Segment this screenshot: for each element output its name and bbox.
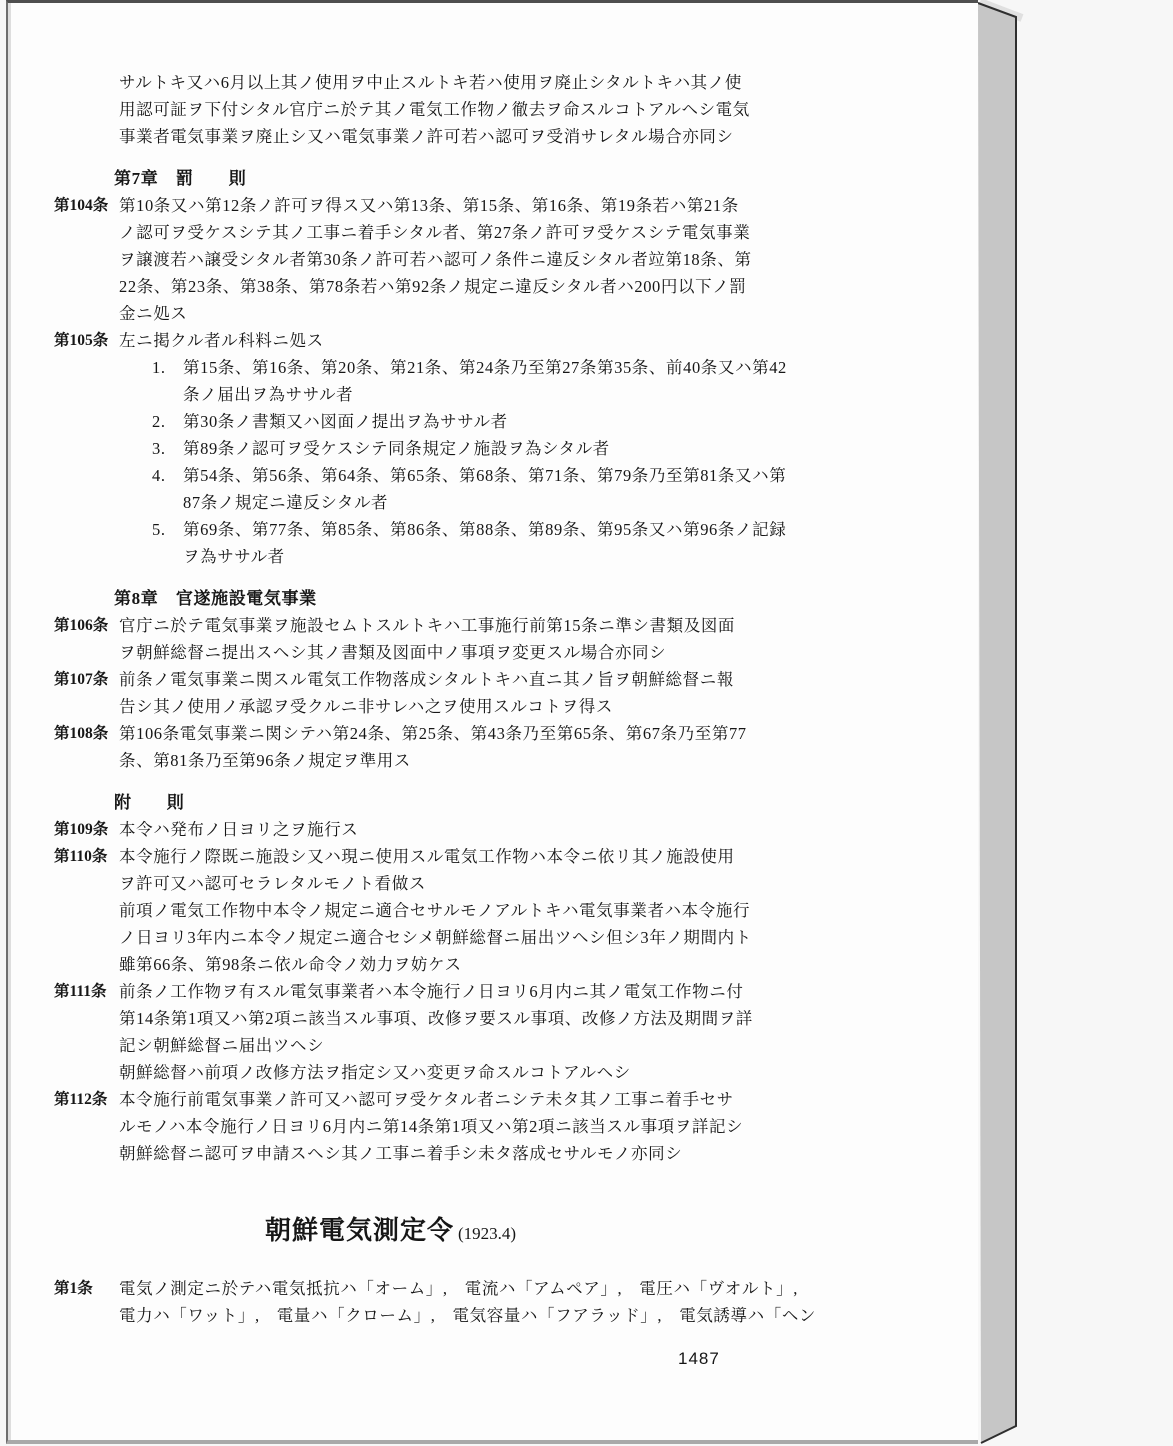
text-line: 左ニ掲クル者ル科料ニ処ス xyxy=(119,331,324,350)
page-number: 1487 xyxy=(678,1349,720,1368)
list-body xyxy=(183,435,814,462)
text-line: 前条ノ工作物ヲ有スル電気事業者ハ本令施行ノ日ヨリ6月内ニ其ノ電気工作物ニ付 xyxy=(119,982,744,1001)
list-item-1 xyxy=(152,354,814,408)
article-number: 第104条 xyxy=(54,197,109,214)
text-line: サルトキ又ハ6月以上其ノ使用ヲ中止スルトキ若ハ使用ヲ廃止シタルトキハ其ノ使 xyxy=(119,73,742,92)
article-105 xyxy=(54,327,814,354)
article-107 xyxy=(54,666,814,720)
list-number: 5. xyxy=(152,520,166,539)
text-line: 前項ノ電気工作物中本令ノ規定ニ適合セサルモノアルトキハ電気事業者ハ本令施行 xyxy=(119,901,751,920)
article-body xyxy=(119,327,814,354)
text-line: 第14条第1項又ハ第2項ニ該当スル事項、改修ヲ要スル事項、改修ノ方法及期間ヲ詳 xyxy=(119,1009,753,1028)
article-body xyxy=(119,192,814,327)
text-line: ノ日ヨリ3年内ニ本令ノ規定ニ適合セシメ朝鮮総督ニ届出ツヘシ但シ3年ノ期間内ト xyxy=(119,928,752,947)
article-112 xyxy=(54,1086,814,1167)
article-number: 第105条 xyxy=(54,332,109,349)
text-line: ルモノハ本令施行ノ日ヨリ6月内ニ第14条第1項又ハ第2項ニ該当スル事項ヲ詳記シ xyxy=(119,1117,744,1136)
article-111 xyxy=(54,978,814,1086)
text-line: 22条、第23条、第38条、第78条若ハ第92条ノ規定ニ違反シタル者ハ200円以下ノ罰 xyxy=(119,277,747,296)
list-body xyxy=(183,354,814,408)
text-line: ヲ許可又ハ認可セラレタルモノト看做ス xyxy=(119,874,426,893)
text-line: 用認可証ヲ下付シタル官庁ニ於テ其ノ電気工作物ノ徹去ヲ命スルコトアルヘシ電気 xyxy=(119,100,750,119)
article-body xyxy=(119,1086,814,1167)
text-line: 第106条電気事業ニ関シテハ第24条、第25条、第43条乃至第65条、第67条乃至第77 xyxy=(119,724,747,743)
page-content xyxy=(54,69,817,1372)
article-body xyxy=(119,843,814,978)
text-line: ヲ為ササル者 xyxy=(183,547,285,566)
book-page-edge xyxy=(978,0,1038,1446)
list-item-4 xyxy=(152,462,814,516)
text-line: 第54条、第56条、第64条、第65条、第68条、第71条、第79条乃至第81条又ハ第 xyxy=(183,466,787,485)
article-body xyxy=(119,816,814,843)
text-line: 官庁ニ於テ電気事業ヲ施設セムトスルトキハ工事施行前第15条ニ準シ書類及図面 xyxy=(119,616,736,635)
text-line: 本令施行前電気事業ノ許可又ハ認可ヲ受ケタル者ニシテ未タ其ノ工事ニ着手セサ xyxy=(119,1090,734,1109)
article-body xyxy=(119,1275,816,1329)
list-body xyxy=(183,462,814,516)
list-item-5 xyxy=(152,516,814,570)
law-title-text: 朝鮮電気測定令 xyxy=(265,1216,455,1245)
text-line: 事業者電気事業ヲ廃止シ又ハ電気事業ノ許可若ハ認可ヲ受消サレタル場合亦同シ xyxy=(119,127,734,146)
text-line: 第89条ノ認可ヲ受ケスシテ同条規定ノ施設ヲ為シタル者 xyxy=(183,439,610,458)
text-line: 条、第81条乃至第96条ノ規定ヲ準用ス xyxy=(119,751,411,770)
article-number: 第108条 xyxy=(54,725,109,742)
carryover-paragraph xyxy=(119,69,814,150)
list-number: 3. xyxy=(152,439,166,458)
text-line: 87条ノ規定ニ違反シタル者 xyxy=(183,493,389,512)
list-body xyxy=(183,408,814,435)
list-item-2 xyxy=(152,408,814,435)
text-line: 朝鮮総督ニ認可ヲ申請スヘシ其ノ工事ニ着手シ未タ落成セサルモノ亦同シ xyxy=(119,1144,683,1163)
article-104 xyxy=(54,192,814,327)
article-number: 第109条 xyxy=(54,821,109,838)
article-number: 第106条 xyxy=(54,617,109,634)
text-line: 電気ノ測定ニ於テハ電気抵抗ハ「オーム」, 電流ハ「アムペア」, 電圧ハ「ヴオルト」, xyxy=(119,1279,798,1298)
text-line: 金ニ処ス xyxy=(119,304,188,323)
text-line: ノ認可ヲ受ケスシテ其ノ工事ニ着手シタル者、第27条ノ許可ヲ受ケスシテ電気事業 xyxy=(119,223,751,242)
article-body xyxy=(119,612,814,666)
text-line: 雖第66条、第98条ニ依ル命令ノ効力ヲ妨ケス xyxy=(119,955,462,974)
text-line: 第30条ノ書類又ハ図面ノ提出ヲ為ササル者 xyxy=(183,412,508,431)
list-number: 1. xyxy=(152,358,166,377)
list-number: 4. xyxy=(152,466,166,485)
list-number: 2. xyxy=(152,412,166,431)
text-line: 電力ハ「ワット」, 電量ハ「クローム」, 電気容量ハ「フアラッド」, 電気誘導ハ「ヘン xyxy=(119,1306,817,1325)
text-line: 第69条、第77条、第85条、第86条、第88条、第89条、第95条又ハ第96条ノ記録 xyxy=(183,520,787,539)
law-title-date: (1923.4) xyxy=(458,1224,517,1243)
text-line: 朝鮮総督ハ前項ノ改修方法ヲ指定シ又ハ変更ヲ命スルコトアルヘシ xyxy=(119,1063,631,1082)
article-number: 第112条 xyxy=(54,1091,108,1108)
article-number: 第1条 xyxy=(54,1280,93,1297)
article-body xyxy=(119,720,814,774)
text-line: 本令ハ発布ノ日ヨリ之ヲ施行ス xyxy=(119,820,359,839)
article-number: 第107条 xyxy=(54,671,109,688)
text-line: 記シ朝鮮総督ニ届出ツヘシ xyxy=(119,1036,325,1055)
book-page xyxy=(6,0,978,1444)
article-108 xyxy=(54,720,814,774)
text-line: ヲ譲渡若ハ譲受シタル者第30条ノ許可若ハ認可ノ条件ニ違反シタル者竝第18条、第 xyxy=(119,250,752,269)
article-body xyxy=(119,666,814,720)
chapter-heading-7: 第7章 罰 則 xyxy=(114,169,247,188)
list-item-3 xyxy=(152,435,814,462)
text-line: 条ノ届出ヲ為ササル者 xyxy=(183,385,354,404)
list-body xyxy=(183,516,814,570)
text-line: 本令施行ノ際既ニ施設シ又ハ現ニ使用スル電気工作物ハ本令ニ依リ其ノ施設使用 xyxy=(119,847,735,866)
text-line: 第10条又ハ第12条ノ許可ヲ得ス又ハ第13条、第15条、第16条、第19条若ハ第21条 xyxy=(119,196,739,215)
law-title xyxy=(265,1213,814,1252)
chapter-heading-8: 第8章 官遂施設電気事業 xyxy=(114,589,317,608)
article-number: 第111条 xyxy=(54,983,107,1000)
supplementary-provisions-heading: 附 則 xyxy=(114,793,185,812)
article-109 xyxy=(54,816,814,843)
article-number: 第110条 xyxy=(54,848,108,865)
article-110 xyxy=(54,843,814,978)
text-line: ヲ朝鮮総督ニ提出スヘシ其ノ書類及図面中ノ事項ヲ変更スル場合亦同シ xyxy=(119,643,667,662)
text-line: 前条ノ電気事業ニ関スル電気工作物落成シタルトキハ直ニ其ノ旨ヲ朝鮮総督ニ報 xyxy=(119,670,734,689)
article-body xyxy=(119,978,814,1086)
text-line: 告シ其ノ使用ノ承認ヲ受クルニ非サレハ之ヲ使用スルコトヲ得ス xyxy=(119,697,613,716)
text-line: 第15条、第16条、第20条、第21条、第24条乃至第27条第35条、前40条又ハ第42 xyxy=(183,358,787,377)
article-106 xyxy=(54,612,814,666)
article-1 xyxy=(54,1275,817,1329)
